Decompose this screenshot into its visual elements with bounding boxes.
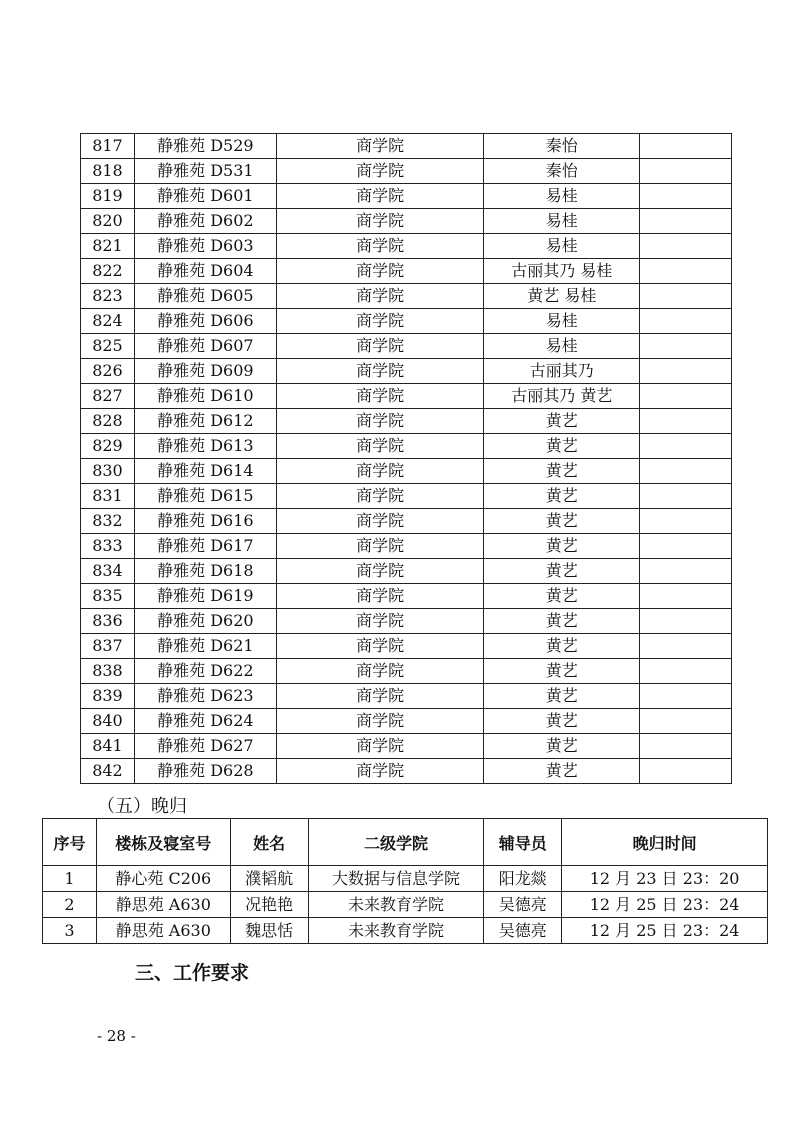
dorm-check-table (80, 133, 732, 784)
table-row (43, 892, 768, 918)
table-row (43, 918, 768, 944)
cell-room: 静雅苑 D627 (134, 734, 276, 759)
cell-room: 静雅苑 D617 (134, 534, 276, 559)
cell-counselor: 古丽其乃 (484, 359, 640, 384)
cell-no: 822 (81, 259, 135, 284)
header-counselor: 辅导员 (484, 819, 562, 866)
late-return-subheading: （五）晚归 (97, 796, 187, 817)
cell-note (640, 709, 732, 734)
cell-counselor: 黄艺 (484, 484, 640, 509)
table-row (81, 284, 732, 309)
cell-room: 静思苑 A630 (96, 892, 230, 918)
cell-room: 静雅苑 D622 (134, 659, 276, 684)
table-row (81, 434, 732, 459)
cell-note (640, 559, 732, 584)
cell-no: 826 (81, 359, 135, 384)
table-row (81, 509, 732, 534)
cell-note (640, 334, 732, 359)
cell-counselor: 黄艺 (484, 609, 640, 634)
cell-counselor: 秦怡 (484, 134, 640, 159)
cell-no: 817 (81, 134, 135, 159)
cell-college: 商学院 (276, 309, 484, 334)
cell-room: 静心苑 C206 (96, 866, 230, 892)
cell-no: 820 (81, 209, 135, 234)
cell-counselor: 易桂 (484, 309, 640, 334)
cell-no: 835 (81, 584, 135, 609)
cell-college: 商学院 (276, 634, 484, 659)
cell-counselor: 黄艺 (484, 534, 640, 559)
table-row (81, 659, 732, 684)
table-row (81, 484, 732, 509)
cell-note (640, 534, 732, 559)
cell-counselor: 易桂 (484, 209, 640, 234)
cell-room: 静雅苑 D618 (134, 559, 276, 584)
cell-no: 819 (81, 184, 135, 209)
header-time: 晚归时间 (562, 819, 768, 866)
cell-room: 静思苑 A630 (96, 918, 230, 944)
cell-no: 821 (81, 234, 135, 259)
cell-room: 静雅苑 D615 (134, 484, 276, 509)
cell-room: 静雅苑 D603 (134, 234, 276, 259)
cell-no: 837 (81, 634, 135, 659)
cell-counselor: 黄艺 (484, 584, 640, 609)
cell-time: 12 月 25 日 23：24 (562, 892, 768, 918)
cell-note (640, 209, 732, 234)
cell-note (640, 434, 732, 459)
cell-college: 商学院 (276, 434, 484, 459)
cell-counselor: 黄艺 (484, 509, 640, 534)
cell-no: 828 (81, 409, 135, 434)
cell-counselor: 吴德亮 (484, 918, 562, 944)
cell-no: 832 (81, 509, 135, 534)
table-row (81, 384, 732, 409)
cell-college: 商学院 (276, 334, 484, 359)
cell-note (640, 484, 732, 509)
cell-no: 841 (81, 734, 135, 759)
cell-counselor: 易桂 (484, 334, 640, 359)
table-row (81, 609, 732, 634)
table-row (81, 334, 732, 359)
cell-college: 未来教育学院 (308, 892, 484, 918)
cell-name: 濮韬航 (230, 866, 308, 892)
cell-no: 829 (81, 434, 135, 459)
table-row (81, 234, 732, 259)
cell-note (640, 184, 732, 209)
cell-college: 商学院 (276, 459, 484, 484)
cell-counselor: 易桂 (484, 184, 640, 209)
cell-room: 静雅苑 D614 (134, 459, 276, 484)
cell-no: 840 (81, 709, 135, 734)
cell-no: 833 (81, 534, 135, 559)
cell-no: 825 (81, 334, 135, 359)
cell-room: 静雅苑 D623 (134, 684, 276, 709)
cell-note (640, 634, 732, 659)
cell-college: 商学院 (276, 709, 484, 734)
cell-note (640, 659, 732, 684)
table-row (81, 159, 732, 184)
cell-counselor: 黄艺 (484, 634, 640, 659)
cell-room: 静雅苑 D612 (134, 409, 276, 434)
table-row (81, 559, 732, 584)
cell-note (640, 309, 732, 334)
cell-college: 商学院 (276, 759, 484, 784)
table-row (81, 584, 732, 609)
cell-room: 静雅苑 D529 (134, 134, 276, 159)
cell-no: 2 (43, 892, 97, 918)
cell-college: 商学院 (276, 534, 484, 559)
cell-counselor: 黄艺 (484, 734, 640, 759)
cell-college: 商学院 (276, 509, 484, 534)
table-row (81, 709, 732, 734)
table-row (81, 534, 732, 559)
cell-counselor: 黄艺 (484, 409, 640, 434)
late-return-table (42, 818, 768, 944)
cell-college: 商学院 (276, 609, 484, 634)
cell-college: 商学院 (276, 159, 484, 184)
cell-college: 商学院 (276, 359, 484, 384)
table-row (81, 409, 732, 434)
cell-room: 静雅苑 D616 (134, 509, 276, 534)
cell-college: 商学院 (276, 384, 484, 409)
cell-no: 827 (81, 384, 135, 409)
cell-counselor: 黄艺 (484, 434, 640, 459)
cell-note (640, 759, 732, 784)
cell-college: 商学院 (276, 659, 484, 684)
cell-college: 商学院 (276, 559, 484, 584)
cell-note (640, 409, 732, 434)
table-row (81, 359, 732, 384)
cell-no: 818 (81, 159, 135, 184)
cell-no: 839 (81, 684, 135, 709)
cell-note (640, 234, 732, 259)
cell-note (640, 159, 732, 184)
cell-counselor: 古丽其乃 易桂 (484, 259, 640, 284)
table-row (81, 209, 732, 234)
cell-college: 商学院 (276, 684, 484, 709)
table-row (81, 309, 732, 334)
cell-counselor: 黄艺 (484, 684, 640, 709)
cell-counselor: 吴德亮 (484, 892, 562, 918)
cell-room: 静雅苑 D606 (134, 309, 276, 334)
cell-college: 商学院 (276, 284, 484, 309)
cell-room: 静雅苑 D619 (134, 584, 276, 609)
cell-college: 商学院 (276, 234, 484, 259)
table-row (81, 184, 732, 209)
cell-no: 838 (81, 659, 135, 684)
cell-note (640, 734, 732, 759)
header-room: 楼栋及寝室号 (96, 819, 230, 866)
late-return-table-body (43, 866, 768, 944)
cell-room: 静雅苑 D604 (134, 259, 276, 284)
cell-name: 魏思恬 (230, 918, 308, 944)
cell-room: 静雅苑 D602 (134, 209, 276, 234)
table-row (81, 459, 732, 484)
late-return-header-row (43, 819, 768, 866)
cell-note (640, 609, 732, 634)
cell-note (640, 684, 732, 709)
cell-no: 823 (81, 284, 135, 309)
cell-room: 静雅苑 D610 (134, 384, 276, 409)
table-row (81, 759, 732, 784)
cell-note (640, 284, 732, 309)
cell-college: 商学院 (276, 409, 484, 434)
cell-college: 商学院 (276, 184, 484, 209)
cell-room: 静雅苑 D609 (134, 359, 276, 384)
cell-note (640, 459, 732, 484)
cell-counselor: 黄艺 (484, 759, 640, 784)
cell-counselor: 黄艺 (484, 559, 640, 584)
cell-room: 静雅苑 D624 (134, 709, 276, 734)
cell-no: 830 (81, 459, 135, 484)
cell-no: 1 (43, 866, 97, 892)
cell-name: 况艳艳 (230, 892, 308, 918)
cell-room: 静雅苑 D605 (134, 284, 276, 309)
cell-counselor: 阳龙燚 (484, 866, 562, 892)
cell-room: 静雅苑 D621 (134, 634, 276, 659)
cell-note (640, 259, 732, 284)
cell-counselor: 黄艺 (484, 709, 640, 734)
cell-room: 静雅苑 D531 (134, 159, 276, 184)
header-name: 姓名 (230, 819, 308, 866)
table-row (81, 734, 732, 759)
cell-note (640, 384, 732, 409)
cell-counselor: 秦怡 (484, 159, 640, 184)
cell-college: 商学院 (276, 259, 484, 284)
page-number: - 28 - (97, 1027, 136, 1045)
header-no: 序号 (43, 819, 97, 866)
cell-time: 12 月 23 日 23：20 (562, 866, 768, 892)
cell-room: 静雅苑 D607 (134, 334, 276, 359)
cell-college: 商学院 (276, 734, 484, 759)
cell-counselor: 黄艺 (484, 459, 640, 484)
table-row (81, 684, 732, 709)
cell-counselor: 黄艺 易桂 (484, 284, 640, 309)
table-row (81, 259, 732, 284)
cell-room: 静雅苑 D601 (134, 184, 276, 209)
cell-time: 12 月 25 日 23：24 (562, 918, 768, 944)
cell-no: 824 (81, 309, 135, 334)
cell-counselor: 易桂 (484, 234, 640, 259)
cell-note (640, 584, 732, 609)
cell-college: 商学院 (276, 209, 484, 234)
cell-no: 836 (81, 609, 135, 634)
cell-college: 商学院 (276, 134, 484, 159)
table-row (81, 134, 732, 159)
cell-note (640, 509, 732, 534)
cell-no: 834 (81, 559, 135, 584)
cell-note (640, 134, 732, 159)
cell-college: 商学院 (276, 484, 484, 509)
cell-no: 831 (81, 484, 135, 509)
cell-room: 静雅苑 D620 (134, 609, 276, 634)
header-college: 二级学院 (308, 819, 484, 866)
cell-counselor: 古丽其乃 黄艺 (484, 384, 640, 409)
cell-college: 商学院 (276, 584, 484, 609)
cell-college: 大数据与信息学院 (308, 866, 484, 892)
cell-room: 静雅苑 D613 (134, 434, 276, 459)
table-row (81, 634, 732, 659)
section-heading: 三、工作要求 (135, 962, 250, 984)
cell-no: 3 (43, 918, 97, 944)
dorm-check-table-body (81, 134, 732, 784)
cell-note (640, 359, 732, 384)
table-row (43, 866, 768, 892)
cell-counselor: 黄艺 (484, 659, 640, 684)
cell-college: 未来教育学院 (308, 918, 484, 944)
cell-room: 静雅苑 D628 (134, 759, 276, 784)
cell-no: 842 (81, 759, 135, 784)
